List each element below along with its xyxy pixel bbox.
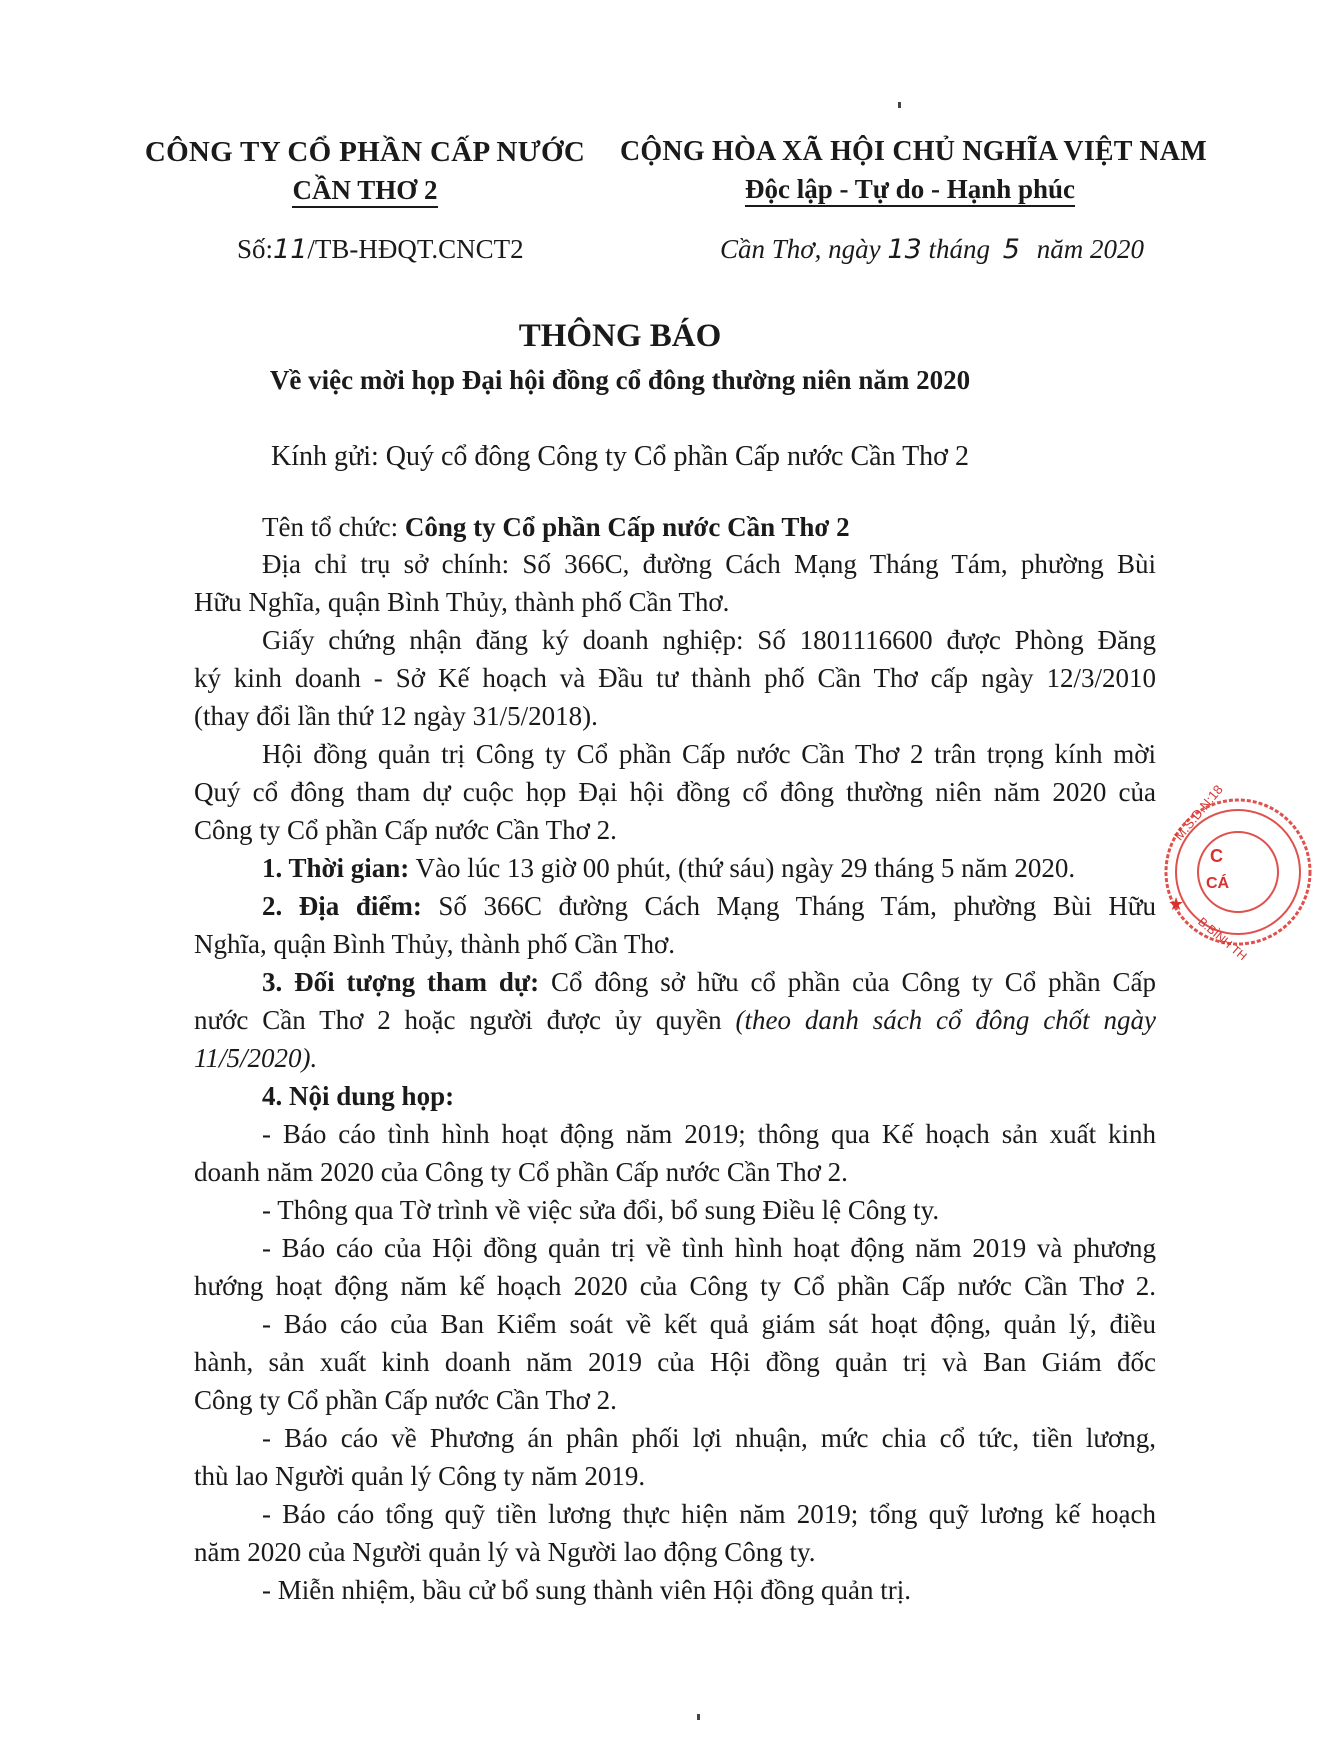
stamp-inner-text: C xyxy=(1210,846,1223,866)
content-item3-line2: hướng hoạt động năm kế hoạch 2020 của Công ty Cổ phần Cấp nước Cần Thơ 2. xyxy=(194,1271,1156,1301)
date-month-label: tháng xyxy=(928,234,991,264)
content-item3-line1: - Báo cáo của Hội đồng quản trị về tình hình hoạt động năm 2019 và phương xyxy=(262,1233,1156,1263)
company-name-line1: CÔNG TY CỔ PHẦN CẤP NƯỚC xyxy=(144,136,586,168)
content-item6-line1: - Báo cáo tổng quỹ tiền lương thực hiện năm 2019; tổng quỹ lương kế hoạch xyxy=(262,1499,1156,1529)
org-license-line3: (thay đổi lần thứ 12 ngày 31/5/2018). xyxy=(194,701,598,731)
stamp-ring-text: M.S.D.N:18 xyxy=(1171,782,1226,844)
stamp-star-icon: ★ xyxy=(1168,894,1185,914)
stamp-inner-text2: CÁ xyxy=(1206,875,1230,892)
content-item5-line1: - Báo cáo về Phương án phân phối lợi nhuận, mức chia cổ tức, tiền lương, xyxy=(262,1423,1156,1453)
meeting-time xyxy=(262,853,1075,884)
org-name-label: Tên tổ chức: xyxy=(262,512,399,542)
invite-line3: Công ty Cổ phần Cấp nước Cần Thơ 2. xyxy=(194,815,617,845)
attendee-value-line2-italic: (theo danh sách cổ đông chốt ngày xyxy=(735,1005,1157,1035)
date-month: 5 xyxy=(1002,234,1020,265)
place-value-line1: Số 366C đường Cách Mạng Tháng Tám, phường Bùi Hữu xyxy=(438,891,1157,921)
attendee-value-line2: nước Cần Thơ 2 hoặc người được ủy quyền xyxy=(194,1005,722,1035)
org-license-line2: ký kinh doanh - Sở Kế hoạch và Đầu tư thành phố Cần Thơ cấp ngày 12/3/2010 xyxy=(194,663,1156,693)
company-header xyxy=(130,136,600,206)
document-title: THÔNG BÁO xyxy=(518,318,722,354)
invite-line2: Quý cổ đông tham dự cuộc họp Đại hội đồng cổ đông thường niên năm 2020 của xyxy=(194,777,1156,807)
doc-number-handwritten: 11 xyxy=(273,234,308,265)
content-item7-line1: - Miễn nhiệm, bầu cử bổ sung thành viên Hội đồng quản trị. xyxy=(262,1575,912,1605)
document-subtitle: Về việc mời họp Đại hội đồng cổ đông thường niên năm 2020 xyxy=(269,365,971,395)
stamp-bottom-text: B.BÌNH TH xyxy=(1195,914,1250,964)
content-item2-line1: - Thông qua Tờ trình về việc sửa đổi, bổ sung Điều lệ Công ty. xyxy=(262,1195,940,1225)
org-name-value: Công ty Cổ phần Cấp nước Cần Thơ 2 xyxy=(404,512,850,542)
content-item4-line2: hành, sản xuất kinh doanh năm 2019 của Hội đồng quản trị và Ban Giám đốc xyxy=(194,1347,1156,1377)
org-license-line1: Giấy chứng nhận đăng ký doanh nghiệp: Số 1801116600 được Phòng Đăng xyxy=(262,625,1156,655)
attendee-label: 3. Đối tượng tham dự: xyxy=(262,967,540,997)
national-header xyxy=(620,136,1207,205)
attendee-line1 xyxy=(262,967,1156,998)
meeting-place-line1 xyxy=(262,891,1156,922)
attendee-line2 xyxy=(194,1005,1156,1036)
content-item6-line2: năm 2020 của Người quản lý và Người lao động Công ty. xyxy=(194,1537,816,1567)
date-prefix: Cần Thơ, ngày xyxy=(720,234,881,264)
date-day: 13 xyxy=(887,234,922,265)
invite-line1: Hội đồng quản trị Công ty Cổ phần Cấp nước Cần Thơ 2 trân trọng kính mời xyxy=(262,739,1156,769)
company-seal-stamp xyxy=(1158,782,1318,964)
time-label: 1. Thời gian: xyxy=(262,853,410,883)
doc-number-suffix: /TB-HĐQT.CNCT2 xyxy=(307,234,524,264)
content-item1-line2: doanh năm 2020 của Công ty Cổ phần Cấp nước Cần Thơ 2. xyxy=(194,1157,848,1187)
date-year: năm 2020 xyxy=(1036,234,1144,264)
content-item4-line1: - Báo cáo của Ban Kiểm soát về kết quả giám sát hoạt động, quản lý, điều xyxy=(262,1309,1156,1339)
national-title: CỘNG HÒA XÃ HỘI CHỦ NGHĨA VIỆT NAM xyxy=(620,136,1207,167)
company-name-line2: CẦN THƠ 2 xyxy=(292,175,437,208)
content-heading: 4. Nội dung họp: xyxy=(262,1081,455,1111)
scan-speck xyxy=(697,1714,700,1720)
org-address-line1: Địa chỉ trụ sở chính: Số 366C, đường Cách Mạng Tháng Tám, phường Bùi xyxy=(262,549,1156,579)
document-number xyxy=(237,234,524,265)
content-item1-line1: - Báo cáo tình hình hoạt động năm 2019; thông qua Kế hoạch sản xuất kinh xyxy=(262,1119,1156,1149)
time-value: Vào lúc 13 giờ 00 phút, (thứ sáu) ngày 29 tháng 5 năm 2020. xyxy=(415,853,1076,883)
meeting-place-line2: Nghĩa, quận Bình Thủy, thành phố Cần Thơ. xyxy=(194,929,675,959)
scan-speck xyxy=(898,102,901,108)
org-address-line2: Hữu Nghĩa, quận Bình Thủy, thành phố Cần Thơ. xyxy=(194,587,730,617)
content-item5-line2: thù lao Người quản lý Công ty năm 2019. xyxy=(194,1461,646,1491)
attendee-value-line1: Cổ đông sở hữu cổ phần của Công ty Cổ phần Cấp xyxy=(551,967,1157,997)
place-label: 2. Địa điểm: xyxy=(262,891,422,921)
org-name-line xyxy=(262,512,850,543)
doc-number-prefix: Số: xyxy=(237,234,274,264)
national-motto: Độc lập - Tự do - Hạnh phúc xyxy=(745,174,1075,207)
attendee-line3: 11/5/2020). xyxy=(194,1043,318,1073)
recipient-line: Kính gửi: Quý cổ đông Công ty Cổ phần Cấp nước Cần Thơ 2 xyxy=(271,441,969,472)
content-item4-line3: Công ty Cổ phần Cấp nước Cần Thơ 2. xyxy=(194,1385,617,1415)
document-date xyxy=(720,234,1144,265)
